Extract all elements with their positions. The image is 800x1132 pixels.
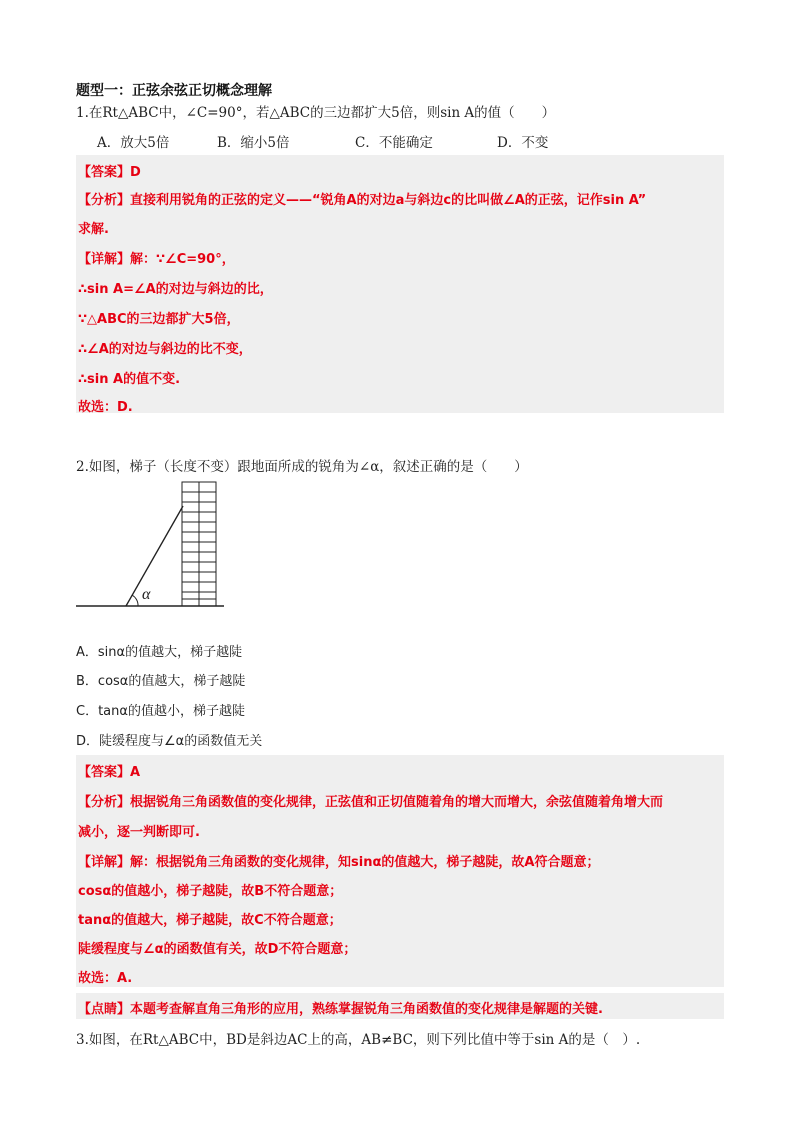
q1-detail-line-6: 故选：D. bbox=[78, 400, 133, 415]
q2-option-c: C．tanα的值越小，梯子越陡 bbox=[76, 704, 245, 719]
q1-detail-line-3: ∵△ABC的三边都扩大5倍， bbox=[78, 312, 240, 327]
angle-label: α bbox=[142, 586, 151, 603]
angle-arc bbox=[132, 595, 138, 606]
building-grid bbox=[182, 482, 216, 606]
q2-analysis-line-1: 【分析】根据锐角三角函数值的变化规律，正弦值和正切值随着角的增大而增大，余弦值随着角增大而 bbox=[78, 795, 664, 810]
q1-option-d: D．不变 bbox=[497, 135, 549, 151]
q1-option-b: B．缩小5倍 bbox=[217, 135, 290, 151]
q2-comment: 【点睛】本题考查解直角三角形的应用，熟练掌握锐角三角函数值的变化规律是解题的关键. bbox=[78, 1002, 603, 1017]
q1-solution-box bbox=[76, 155, 724, 413]
q2-detail-line-3: tanα的值越大，梯子越陡，故C不符合题意； bbox=[78, 913, 342, 928]
q1-detail-line-1: 【详解】解：∵∠C=90°， bbox=[78, 252, 235, 267]
q1-option-a: A．放大5倍 bbox=[97, 135, 170, 151]
ladder-figure bbox=[74, 478, 234, 610]
q1-detail-line-2: ∴sin A=∠A的对边与斜边的比， bbox=[78, 282, 273, 297]
q1-detail-line-5: ∴sin A的值不变. bbox=[78, 372, 181, 387]
q1-stem: 1.在Rt△ABC中，∠C=90°，若△ABC的三边都扩大5倍，则sin A的值（ ） bbox=[76, 105, 556, 121]
q1-analysis-line-1: 【分析】直接利用锐角的正弦的定义——“锐角A的对边a与斜边c的比叫做∠A的正弦，记作sin A” bbox=[78, 193, 647, 208]
q2-answer: 【答案】A bbox=[78, 765, 141, 780]
q1-option-c: C．不能确定 bbox=[355, 135, 433, 151]
q1-analysis-line-2: 求解. bbox=[78, 222, 109, 237]
ladder-line bbox=[126, 506, 183, 606]
q2-detail-line-5: 故选：A. bbox=[78, 971, 133, 986]
q2-detail-line-1: 【详解】解：根据锐角三角函数的变化规律，知sinα的值越大，梯子越陡，故A符合题意； bbox=[78, 855, 600, 870]
q2-stem: 2.如图，梯子（长度不变）跟地面所成的锐角为∠α，叙述正确的是（ ） bbox=[76, 459, 528, 475]
q1-detail-line-4: ∴∠A的对边与斜边的比不变， bbox=[78, 342, 252, 357]
q2-option-a: A．sinα的值越大，梯子越陡 bbox=[76, 645, 243, 660]
section-title: 题型一：正弦余弦正切概念理解 bbox=[76, 83, 272, 99]
q2-detail-line-2: cosα的值越小，梯子越陡，故B不符合题意； bbox=[78, 884, 343, 899]
q2-option-b: B．cosα的值越大，梯子越陡 bbox=[76, 674, 246, 689]
q2-option-d: D．陡缓程度与∠α的函数值无关 bbox=[76, 734, 263, 749]
q2-solution-box bbox=[76, 755, 724, 987]
q2-detail-line-4: 陡缓程度与∠α的函数值有关，故D不符合题意； bbox=[78, 942, 357, 957]
q1-answer: 【答案】D bbox=[78, 165, 141, 180]
q3-stem: 3.如图，在Rt△ABC中，BD是斜边AC上的高，AB≠BC，则下列比值中等于sin A的是（ ）. bbox=[76, 1032, 641, 1048]
q2-analysis-line-2: 减小，逐一判断即可. bbox=[78, 825, 200, 840]
q2-comment-box bbox=[76, 993, 724, 1019]
